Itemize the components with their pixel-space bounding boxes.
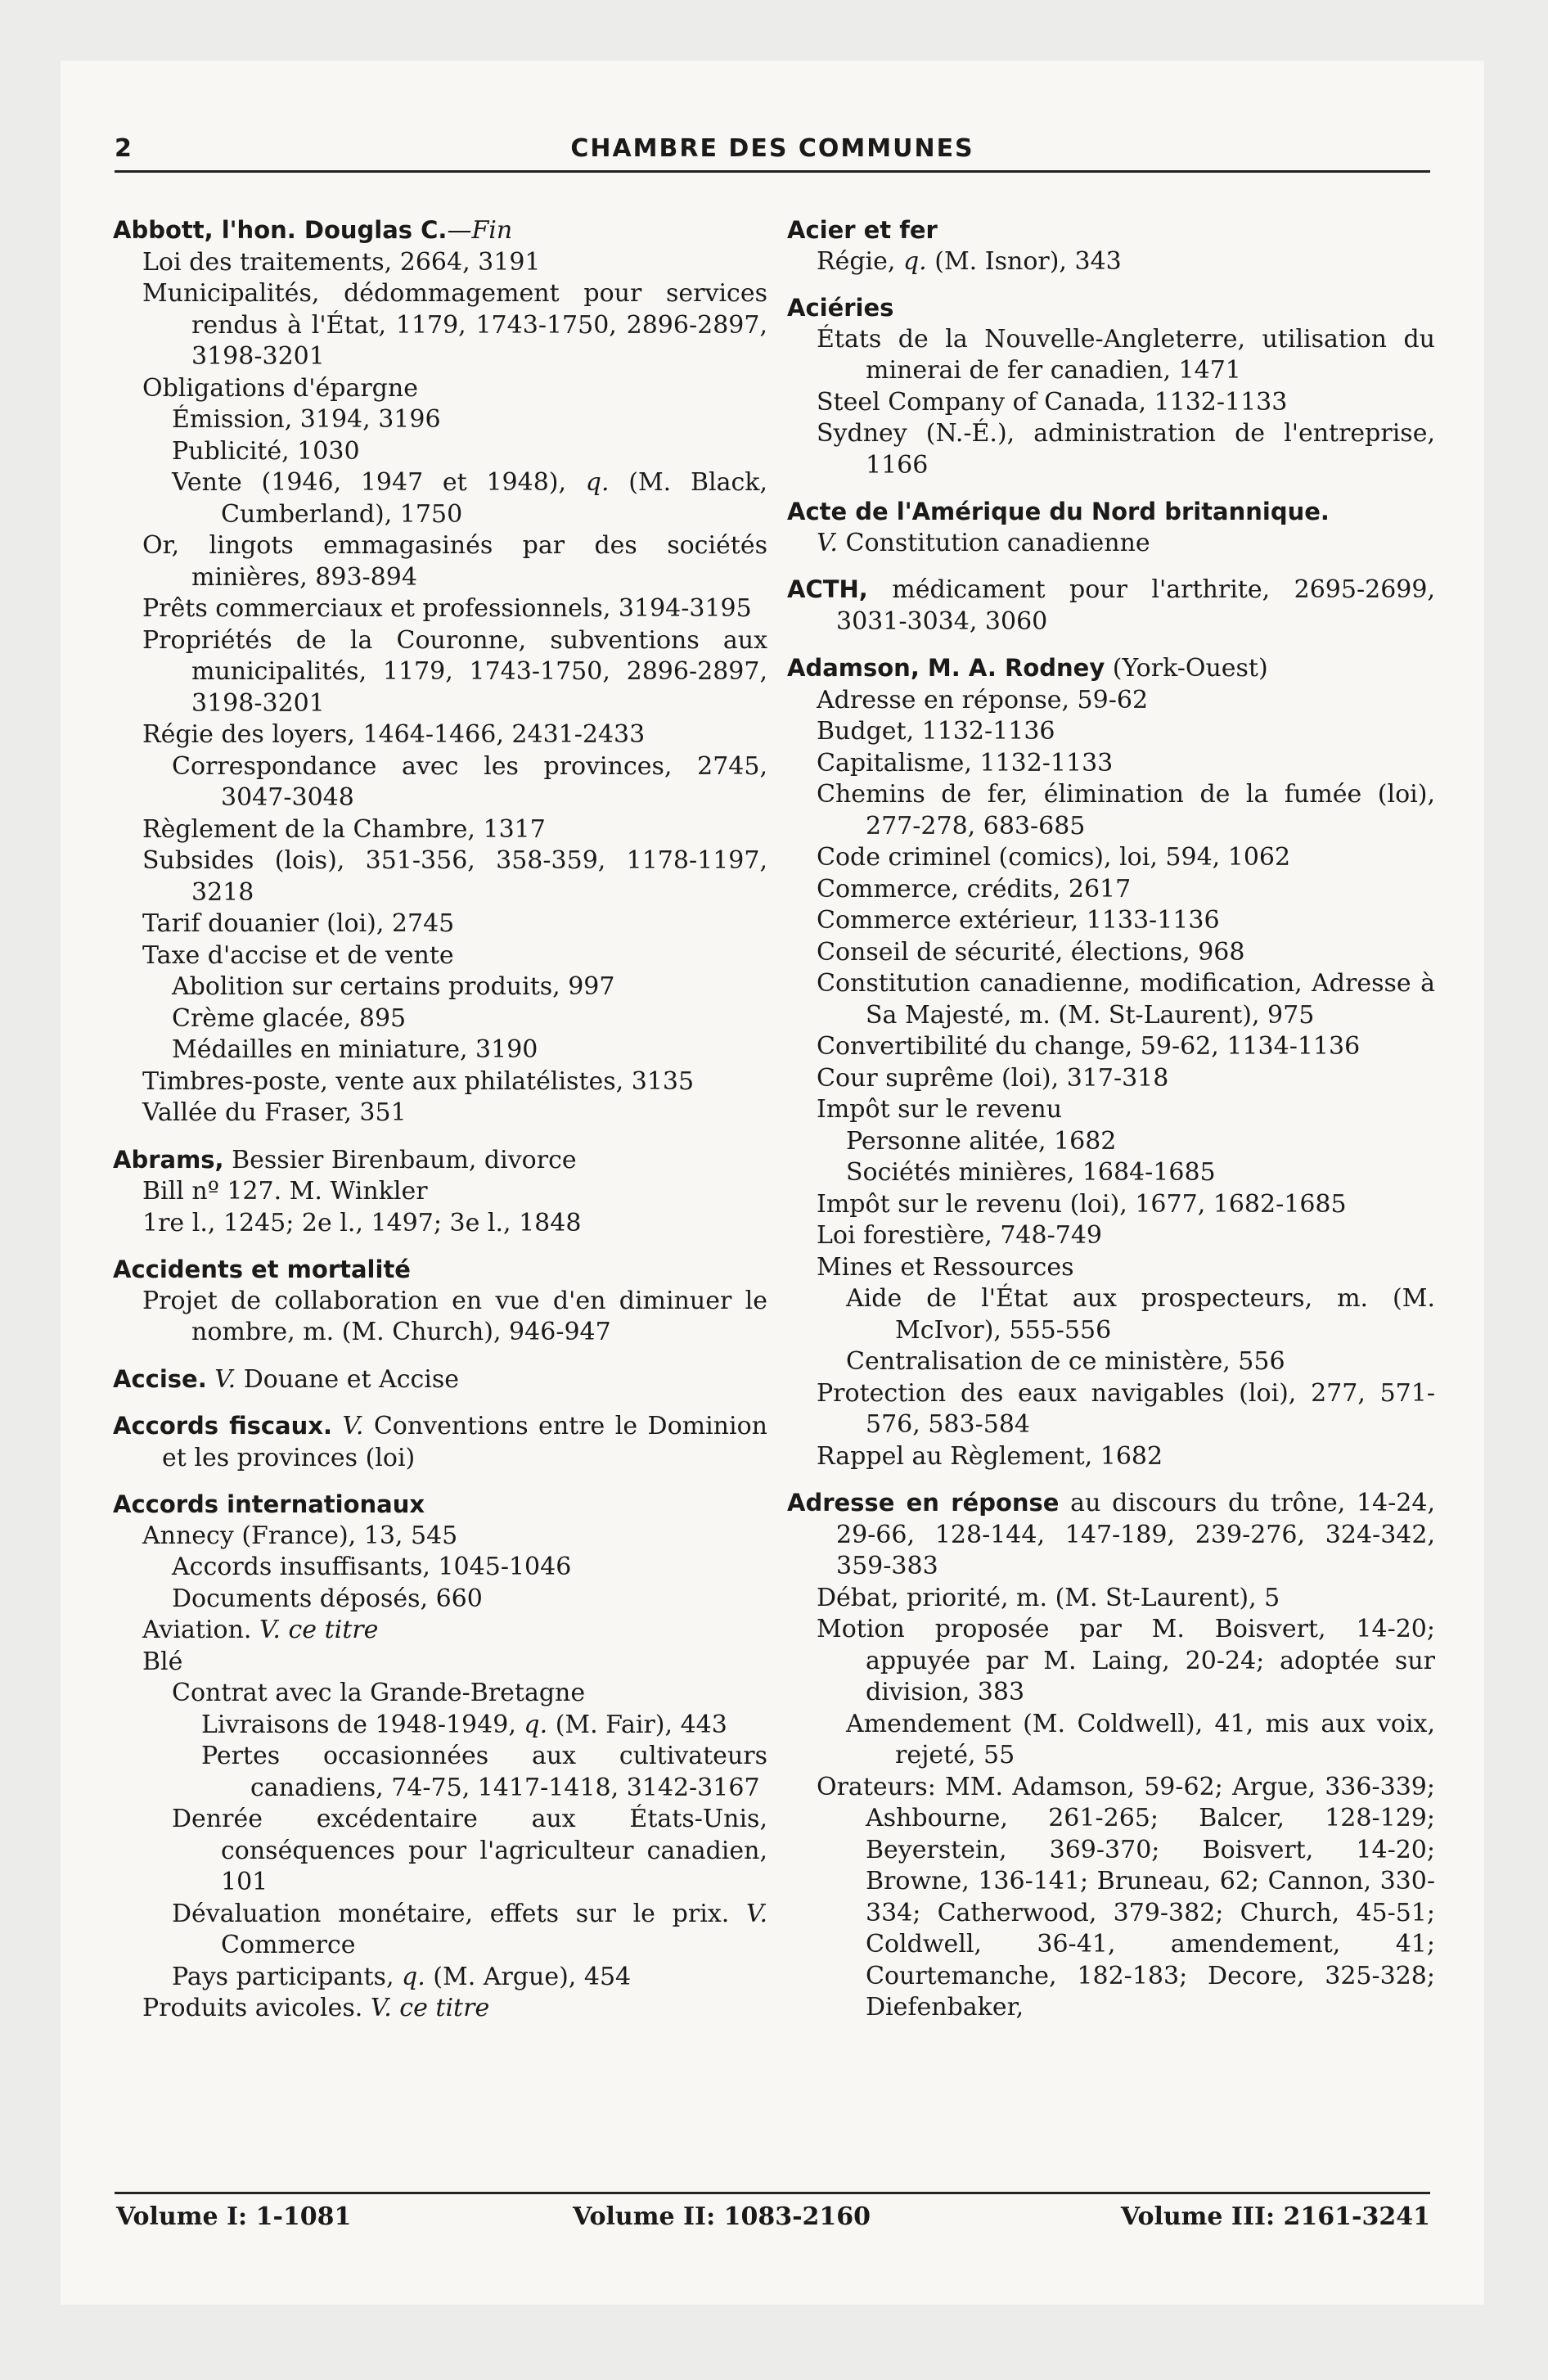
index-entry: Régie des loyers, 1464-1466, 2431-2433: [142, 720, 646, 749]
index-entry: Obligations d'épargne: [142, 373, 418, 403]
volume-1-range: Volume I: 1-1081: [116, 2202, 352, 2231]
index-entry: Cour suprême (loi), 317-318: [817, 1063, 1169, 1093]
index-entry: Correspondance avec les provinces, 2745, 3047-3048: [172, 751, 767, 812]
index-entry: Commerce extérieur, 1133-1136: [817, 906, 1220, 935]
index-entry: Dévaluation monétaire, effets sur le prix. V. Commerce: [172, 1899, 767, 1959]
index-entry: Motion proposée par M. Boisvert, 14-20; appuyée par M. Laing, 20-24; adoptée sur division, 383: [817, 1615, 1435, 1706]
index-entry: Vente (1946, 1947 et 1948), q. (M. Black, Cumberland), 1750: [172, 468, 767, 529]
index-entry: Or, lingots emmagasinés par des sociétés minières, 893-894: [142, 531, 767, 592]
index-heading: Adresse en réponse au discours du trône, 14-24, 29-66, 128-144, 147-189, 239-276, 324-342, 359-383: [787, 1489, 1435, 1580]
index-entry: Constitution canadienne, modification, Adresse à Sa Majesté, m. (M. St-Laurent), 975: [817, 969, 1435, 1030]
index-entry: Timbres-poste, vente aux philatélistes, 3135: [142, 1066, 695, 1096]
right-column: [787, 214, 1435, 2203]
index-entry: V. Constitution canadienne: [817, 528, 1150, 557]
index-entry: Code criminel (comics), loi, 594, 1062: [817, 843, 1291, 872]
index-entry: Blé: [142, 1647, 183, 1676]
index-entry: Bill nº 127. M. Winkler: [142, 1177, 428, 1206]
index-entry: Contrat avec la Grande-Bretagne: [172, 1679, 586, 1707]
index-heading: Abrams, Bessier Birenbaum, divorce: [113, 1145, 577, 1174]
index-entry: Abolition sur certains produits, 997: [172, 972, 615, 1001]
index-entry: Centralisation de ce ministère, 556: [846, 1347, 1285, 1376]
index-entry: Sydney (N.-É.), administration de l'entreprise, 1166: [817, 419, 1435, 480]
index-entry: Commerce, crédits, 2617: [817, 874, 1132, 904]
index-entry: Protection des eaux navigables (loi), 277, 571-576, 583-584: [817, 1378, 1435, 1439]
index-heading: ACTH, médicament pour l'arthrite, 2695-2699, 3031-3034, 3060: [787, 575, 1435, 636]
index-entry: Impôt sur le revenu: [817, 1095, 1063, 1124]
index-entry: Projet de collaboration en vue d'en diminuer le nombre, m. (M. Church), 946-947: [142, 1286, 767, 1346]
index-heading: Accidents et mortalité: [113, 1255, 411, 1283]
index-entry: Rappel au Règlement, 1682: [817, 1441, 1163, 1471]
running-head: CHAMBRE DES COMMUNES: [570, 134, 974, 163]
page-header: [115, 134, 1430, 173]
index-entry: Adresse en réponse, 59-62: [817, 685, 1149, 714]
index-entry: Médailles en miniature, 3190: [172, 1035, 538, 1064]
index-entry: Conseil de sécurité, élections, 968: [817, 937, 1245, 967]
index-entry: Accords insuffisants, 1045-1046: [172, 1553, 572, 1581]
index-entry: Municipalités, dédommagement pour services rendus à l'État, 1179, 1743-1750, 2896-2897, 3198-3201: [142, 279, 767, 371]
volume-footer: [115, 2192, 1430, 2243]
index-entry: Personne alitée, 1682: [846, 1126, 1117, 1156]
index-entry: Tarif douanier (loi), 2745: [142, 909, 455, 938]
index-entry: Propriétés de la Couronne, subventions aux municipalités, 1179, 1743-1750, 2896-2897, 3198-3201: [142, 625, 767, 718]
index-entry: Pays participants, q. (M. Argue), 454: [172, 1962, 632, 1991]
index-heading: Acte de l'Amérique du Nord britannique.: [787, 498, 1330, 525]
index-heading: Adamson, M. A. Rodney (York-Ouest): [787, 654, 1268, 683]
index-entry: Crème glacée, 895: [172, 1003, 407, 1033]
index-entry: Aviation. V. ce titre: [142, 1616, 379, 1644]
index-entry: Régie, q. (M. Isnor), 343: [817, 246, 1122, 276]
index-heading: Acier et fer: [787, 216, 938, 244]
index-entry: Loi forestière, 748-749: [817, 1221, 1102, 1250]
index-entry: Règlement de la Chambre, 1317: [142, 814, 546, 844]
index-entry: Débat, priorité, m. (M. St-Laurent), 5: [817, 1583, 1280, 1612]
index-entry: Subsides (lois), 351-356, 358-359, 1178-1197, 3218: [142, 846, 767, 907]
index-entry: Documents déposés, 660: [172, 1584, 483, 1613]
index-entry: Livraisons de 1948-1949, q. (M. Fair), 443: [201, 1710, 727, 1739]
index-heading: Abbott, l'hon. Douglas C.—Fin: [113, 216, 513, 245]
index-entry: États de la Nouvelle-Angleterre, utilisation du minerai de fer canadien, 1471: [817, 324, 1435, 385]
index-entry: 1re l., 1245; 2e l., 1497; 3e l., 1848: [142, 1208, 582, 1237]
index-entry: Taxe d'accise et de vente: [142, 940, 454, 970]
index-entry: Sociétés minières, 1684-1685: [846, 1158, 1216, 1187]
index-entry: Annecy (France), 13, 545: [142, 1521, 458, 1550]
index-entry: Impôt sur le revenu (loi), 1677, 1682-1685: [817, 1189, 1347, 1219]
index-entry: Aide de l'État aux prospecteurs, m. (M. McIvor), 555-556: [846, 1284, 1435, 1345]
index-entry: Orateurs: MM. Adamson, 59-62; Argue, 336-339; Ashbourne, 261-265; Balcer, 128-129; Beyerstein, 369-370; Boisvert, 14-20; Browne, 136-141; Bruneau, 62; Cannon, 330-334; Catherwood, 379-382; Church, 45-51; Coldwell, 36-41, amendement, 41; Courtemanche, 182-183; Decore, 325-328; Diefenbaker,: [817, 1772, 1435, 2022]
left-column: [113, 214, 767, 2203]
index-entry: Denrée excédentaire aux États-Unis, conséquences pour l'agriculteur canadien, 101: [172, 1805, 767, 1896]
index-heading: Accords internationaux: [113, 1490, 425, 1518]
index-heading: Accords fiscaux. V. Conventions entre le Dominion et les provinces (loi): [113, 1412, 767, 1472]
volume-3-range: Volume III: 2161-3241: [1120, 2202, 1430, 2231]
index-entry: Chemins de fer, élimination de la fumée (loi), 277-278, 683-685: [817, 780, 1435, 841]
index-heading: Accise. V. Douane et Accise: [113, 1364, 460, 1394]
index-entry: Convertibilité du change, 59-62, 1134-1136: [817, 1032, 1361, 1061]
page-number: 2: [115, 134, 132, 163]
index-entry: Amendement (M. Coldwell), 41, mis aux voix, rejeté, 55: [846, 1709, 1435, 1769]
index-entry: Vallée du Fraser, 351: [142, 1098, 407, 1127]
index-entry: Budget, 1132-1136: [817, 717, 1055, 746]
index-entry: Émission, 3194, 3196: [172, 405, 441, 434]
index-entry: Steel Company of Canada, 1132-1133: [817, 387, 1288, 417]
index-entry: Produits avicoles. V. ce titre: [142, 1994, 490, 2022]
index-entry: Prêts commerciaux et professionnels, 3194-3195: [142, 594, 752, 623]
index-entry: Pertes occasionnées aux cultivateurs canadiens, 74-75, 1417-1418, 3142-3167: [201, 1742, 767, 1802]
index-heading: Aciéries: [787, 294, 894, 322]
index-entry: Mines et Ressources: [817, 1252, 1074, 1282]
index-entry: Loi des traitements, 2664, 3191: [142, 247, 541, 277]
volume-2-range: Volume II: 1083-2160: [573, 2202, 871, 2231]
index-entry: Capitalisme, 1132-1133: [817, 748, 1114, 778]
index-page: [61, 61, 1484, 2305]
index-entry: Publicité, 1030: [172, 436, 360, 466]
